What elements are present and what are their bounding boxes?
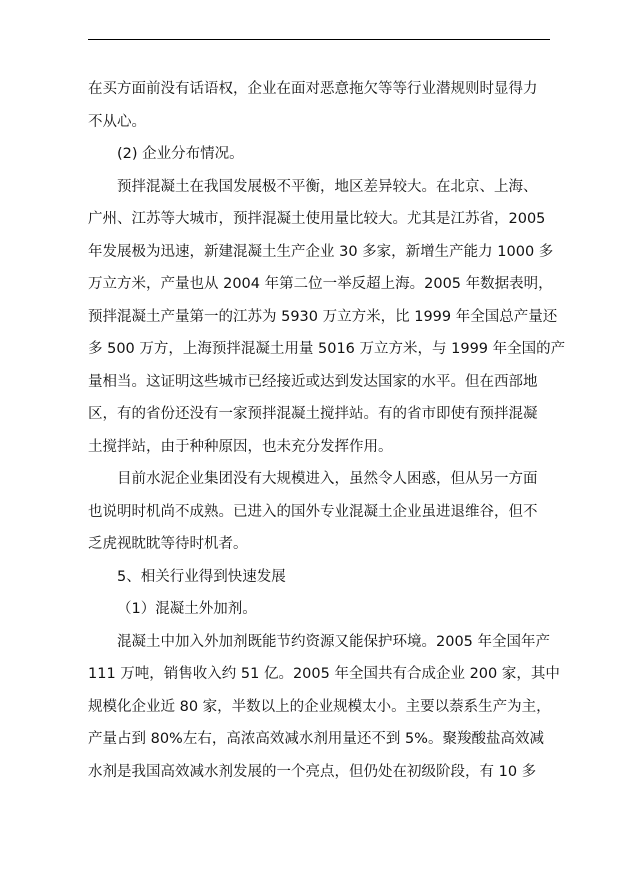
text-line: 年发展极为迅速，新建混凝土生产企业 30 多家，新增生产能力 1000 多 — [88, 243, 554, 260]
text-line: 量相当。这证明这些城市已经接近或达到发达国家的水平。但在西部地 — [88, 373, 538, 390]
text-line: 目前水泥企业集团没有大规模进入，虽然令人困惑，但从另一方面 — [117, 471, 538, 487]
text-line: 也说明时机尚不成熟。已进入的国外专业混凝土企业虽进退维谷，但不 — [88, 503, 538, 520]
text-line: 预拌混凝土产量第一的江苏为 5930 万立方米，比 1999 年全国总产量还 — [88, 308, 558, 325]
text-line: 多 500 万方，上海预拌混凝土用量 5016 万立方米，与 1999 年全国的产 — [88, 341, 566, 357]
text-line: 混凝土中加入外加剂既能节约资源又能保护环境。2005 年全国年产 — [117, 633, 551, 650]
text-line: 规模化企业近 80 家，半数以上的企业规模太小。主要以萘系生产为主， — [88, 698, 551, 715]
subheading-admixture: （1）混凝土外加剂。 — [117, 601, 257, 617]
text-line: 不从心。 — [88, 113, 146, 130]
text-line: 在买方面前没有话语权，企业在面对恶意拖欠等等行业潜规则时显得力 — [88, 81, 538, 97]
text-line: 111 万吨，销售收入约 51 亿。2005 年全国共有合成企业 200 家，其中 — [88, 666, 560, 682]
text-line: 土搅拌站，由于种种原因，也未充分发挥作用。 — [88, 438, 393, 455]
text-line: 产量占到 80%左右，高浓高效减水剂用量还不到 5%。聚羧酸盐高效减 — [88, 731, 544, 747]
text-line: 乏虎视眈眈等待时机者。 — [88, 536, 248, 552]
text-line: 区，有的省份还没有一家预拌混凝土搅拌站。有的省市即使有预拌混凝 — [88, 406, 538, 422]
text-line: 水剂是我国高效减水剂发展的一个亮点，但仍处在初级阶段，有 10 多 — [88, 763, 537, 780]
text-line: 广州、江苏等大城市，预拌混凝土使用量比较大。尤其是江苏省，2005 — [88, 211, 546, 227]
subheading-enterprise-distribution: (2) 企业分布情况。 — [117, 146, 244, 162]
section-heading-related-industries: 5、相关行业得到快速发展 — [117, 568, 286, 585]
text-line: 预拌混凝土在我国发展极不平衡，地区差异较大。在北京、上海、 — [117, 178, 538, 195]
text-line: 万立方米，产量也从 2004 年第二位一举反超上海。2005 年数据表明， — [88, 276, 553, 292]
body-text — [88, 73, 566, 788]
header-rule — [88, 39, 550, 40]
